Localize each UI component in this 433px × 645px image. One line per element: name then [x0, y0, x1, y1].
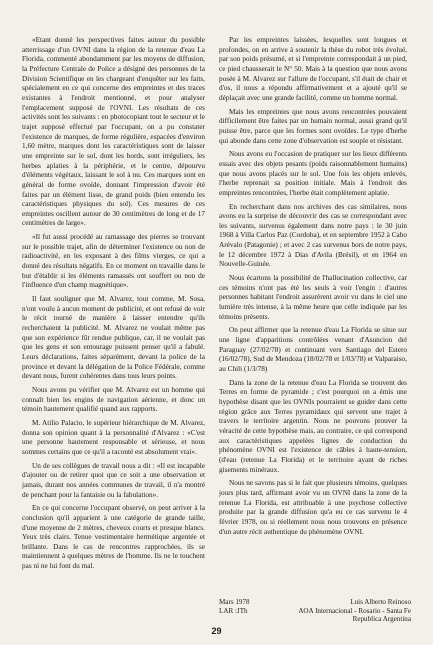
paragraph: M. Atilio Palacio, le supérieur hiérarchique de M. Alvarez, donna son opinion quant à la personnalité d'Alvarez : «C'est une personne hautement responsable et sérieuse, et nous sommes certains que ce qu'il a raconté est absolument vrai». [22, 418, 205, 456]
signature-row [219, 607, 411, 616]
paragraph: Un de ses collègues de travail nous a dit : «Il est incapable d'ajouter ou de retirer quoi que ce soit a une observation et jamais, durant nos années communes de travail, il n'a montré de penchant pour la fantaisie ou la fabulation». [22, 461, 205, 499]
paragraph: Nous écartons la possibilité de l'hallucination collective, car ces témoins n'ont pas été les seuls à voir l'engin : d'autres personnes habitant l'endroit assurèrent avoir vu dans le ciel une lumière très intense, à la même heure que celle indiquée par les témoins présents. [219, 274, 407, 321]
signature-initials: LAR :JTh [219, 606, 248, 615]
page-number: 29 [211, 626, 222, 636]
paragraph: «Il fut aussi procédé au ramassage des pierres se trouvant sur le possible trajet, afin de déterminer l'existence ou non de radioactivité, en les exposant à des films vierges, ce qui a donné des résultats négatifs. En ce moment on travaille dans le but d'établir si les éléments ramassés ont souffert ou non de l'influence d'un champ magnétique». [22, 233, 205, 290]
right-column [219, 36, 407, 541]
paragraph: Nous avons eu l'occasion de pratiquer sur les lieux différents essais avec des objets pesants (poids raisonnablement humains) que nous avons placés sur le sol. Une fois les objets enlevés, l'herbe reprenait sa position initiale. Mais à l'endroit des empreintes rencontrées, l'herbe était complètement aplatie. [219, 150, 407, 197]
paragraph: «Etant donné les perspectives faites autour du possible atterrissage d'un OVNI dans la région de la retenue d'eau La Florida, commenté abondamment par les moyens de diffusion, la Préfecture Centrale de Police a désigné des personnes de la Division Scientifique en les chargeant d'enquêter sur les faits, spécialement en ce qui concerne des empreintes et des traces existantes à l'endroit mentionné, et pour analyser l'emplacement supposé de l'OVNI. Les résultats de ces activités sont les suivants : en photocopiant tout le secteur et le trajet supposé effectué par l'occupant, on a pu constater l'existence de marques, de forme régulière, espacées d'environ 1,60 mètre, marques dont les caractéristiques sont de laisser une empreinte sur le sol, dont les bords, sont irréguliers, les herbes aplaties à la périphérie, et le centre, dépourvu d'éléments végétaux, laissant le sol à nu. Ces marques sont en général de forme ovoïde, donnant l'impression d'avoir été faites par un élément lisse, de grand poids (bien entendu les caractéristiques physiques du sol). Ces mesures de ces empreintes oscillent autour de 30 centimètres de long et de 17 centimètres de large». [22, 36, 205, 228]
signature-block [219, 598, 411, 624]
paragraph: Nous avons pu vérifier que M. Alvarez est un homme qui connaît bien les engins de navigation aérienne, et donc un témoin hautement qualifié quand aux rapports. [22, 385, 205, 414]
paragraph: On peut affirmer que la retenue d'eau La Florida se situe sur une ligne d'apparitions contrôlées venant d'Asuncion del Paraguay (27/02/78) et continuant vers Santiago del Estero (16/02/78), Sud de Mendoza (18/02/78 et 1/03/78) et Valparaiso, au Chili (1/3/78) [219, 326, 407, 373]
signature-organization: AOA Internacional - Rosario - Santa Fe [298, 606, 411, 615]
paragraph: En recherchant dans nos archives des cas similaires, nous avons eu la surprise de découvrir des cas se correspondant avec les suivants, survenus également dans notre pays : le 30 juin 1968 à Villa Carlos Paz (Cordoba), et en septembre 1952 à Cabo Arévalo (Patagonie) ; et avec 2 cas survenus hors de notre pays, le 12 décembre 1972 à Dias d'Avila (Brésil), et en 1964 en Nouvelle-Guinée. [219, 202, 407, 269]
left-column [22, 36, 205, 576]
paragraph: Par les empreintes laissées, lesquelles sont longues et profondes, on en arrive à soutenir la thèse du robot très évolué, par son poids présumé, et si l'empreinte correspondait à un pied, ce pied chausserait le N° 50. Mais à la question que nous avons posée à M. Alvarez sur l'allure de l'occupant, s'il était de chair et d'os, il nous a répondu affirmativement et a ajouté qu'il se déplaçait avec une grande facilité, comme un homme normal. [219, 36, 407, 102]
paragraph: Dans la zone de la retenue d'eau La Florida se trouvent des Terres en forme de pyramide ; c'est pourquoi on a émis une hypothèse disant que les OVNIs pourraient se guider dans cette région grâce aux Terres pyramidaux qui servent une trajet à travers le territoire argentin. Nous ne pouvons prouver la véracité de cette hypothèse mais, au contraire, ce qui correspond aux caractéristiques appelées lignes de conduction du phénomène OVNI est l'existence de câbles à haute-tension, (d'eau (retenue La Florida) et le territoire ayant de riches gisements minéraux. [219, 378, 407, 474]
signature-author: Luis Alberto Reinoso [350, 598, 411, 606]
signature-row [219, 598, 411, 607]
signature-country: Republica Argentina [352, 615, 411, 624]
paragraph: En ce qui concerne l'occupant observé, on peut arriver à la conclusion qu'il apparient à une catégorie de grande taille, d'une moyenne de 2 mètres, cheveux courts et presque blancs. Yeux très clairs. Tenue vestimentaire hermétique argentée et brillante. Dans le cas de rencontres rapprochées, ils se maintiennent à quelques mètres de l'homme. Ils ne le touchent pas ni ne lui font du mal. [22, 504, 205, 571]
paragraph: Nous ne savons pas si le fait que plusieurs témoins, quelques jours plus tard, affirmant avoir vu un OVNI dans la zone de la retenue La Florida, est attribuable à une psychose collective produite par la grande diffusion qu'a eu ce cas survenu le 4 février 1978, ou si réellement nous nous trouvons en présence d'un autre récit authentique du phénomène OVNI. [219, 479, 407, 536]
signature-date: Mars 1978 [219, 598, 250, 606]
paragraph: Il faut souligner que M. Alvarez, tout comme, M. Sosa, n'ont voulu à aucun moment de publicité, et ont refusé de voir le récit tourné de manière à laisser entendre qu'ils recherchaient la publicité. M. Alvarez ne voulait même pas que son expérience fût rendue publique, car, il ne voulait pas que les gens et son entourage puissent penser qu'il a fabulé. Leurs déclarations, faites séparément, devant la police de la province et devant la délégation de la Police Fédérale, comme devant nous, furent cohérentes dans tous leurs points. [22, 295, 205, 381]
paragraph: Mais les empreintes que nous avons rencontrées pouvaient difficilement être faites par un humain normal, aussi grand qu'il puisse être, parce que les formes sont ovoïdes. Le type d'herbe qui abonde dans cette zone d'observation est souple et résistant. [219, 107, 407, 145]
